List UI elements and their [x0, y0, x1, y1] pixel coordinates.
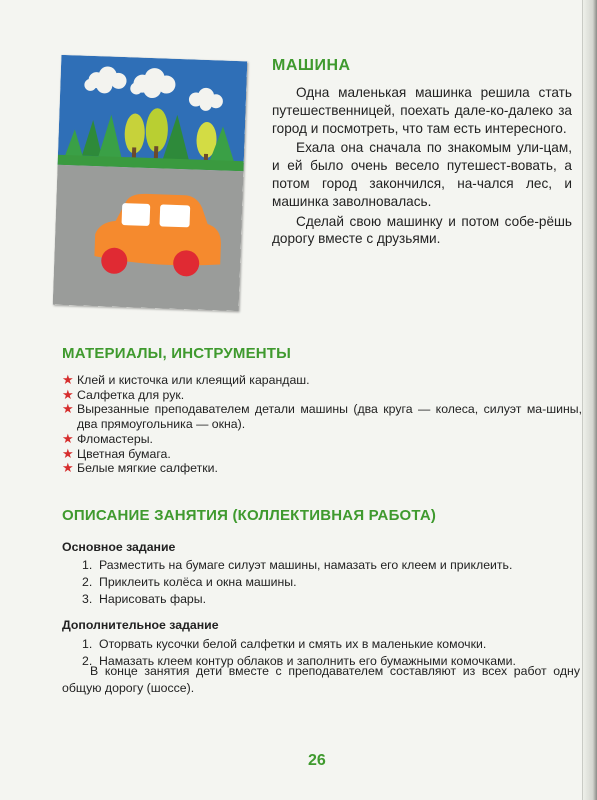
materials-list [62, 373, 582, 476]
story-paragraph: Сделай свою машинку и потом собе-рёшь дорогу вместе с друзьями. [272, 213, 572, 247]
story-paragraph: Одна маленькая машинка решила стать путешественницей, поехать дале-ко-далеко за город и посмотреть, что там есть интересного. [272, 85, 572, 136]
star-bullet-icon: ★ [62, 386, 74, 402]
list-item: 3. Нарисовать фары. [82, 592, 207, 606]
star-bullet-icon: ★ [62, 372, 74, 387]
list-item: ★ Фломастеры. [62, 430, 153, 446]
list-item: 2. Приклеить колёса и окна машины. [82, 575, 297, 589]
main-task-steps [82, 557, 572, 608]
list-item: ★ Цветная бумага. [62, 445, 171, 461]
star-bullet-icon: ★ [62, 460, 74, 476]
list-item: ★ Салфетка для рук. [62, 386, 185, 402]
lesson-conclusion: В конце занятия дети вместе с преподавателем составляют из всех работ одну общую дорогу (шоссе). [62, 664, 580, 696]
materials-heading: МАТЕРИАЛЫ, ИНСТРУМЕНТЫ [62, 345, 292, 362]
car-window-back [159, 204, 190, 227]
car-window-front [122, 203, 151, 226]
page-number: 26 [308, 752, 326, 769]
list-item: 2. Намазать клеем контур облаков и заполнить его бумажными комочками. [82, 654, 516, 668]
star-bullet-icon: ★ [62, 401, 74, 417]
list-item: ★ Белые мягкие салфетки. [62, 460, 218, 476]
story-text [272, 84, 572, 250]
star-bullet-icon: ★ [62, 445, 74, 461]
page-fold-line [582, 0, 583, 800]
page-title: МАШИНА [272, 57, 351, 74]
car-craft-photo [53, 55, 248, 311]
page-edge [583, 0, 597, 800]
extra-task-title: Дополнительное задание [62, 618, 219, 632]
story-paragraph: Ехала она сначала по знакомым ули-цам, и ей было очень весело путешест-вовать, а потом город закончился, на-чался лес, и машинка заволновалась. [272, 140, 572, 209]
lesson-heading: ОПИСАНИЕ ЗАНЯТИЯ (КОЛЛЕКТИВНАЯ РАБОТА) [62, 507, 437, 524]
main-task-title: Основное задание [62, 540, 176, 554]
list-item: 1. Разместить на бумаге силуэт машины, намазать его клеем и приклеить. [82, 558, 513, 572]
car-craft-illustration [53, 55, 248, 311]
list-item: ★ Клей и кисточка или клеящий карандаш. [62, 372, 310, 387]
star-bullet-icon: ★ [62, 430, 74, 446]
list-item: ★ Вырезанные преподавателем детали машины (два круга — колеса, силуэт ма-шины, два прямоугольника — окна). [62, 401, 582, 432]
list-item: 1. Оторвать кусочки белой салфетки и смять их в маленькие комочки. [82, 637, 487, 651]
